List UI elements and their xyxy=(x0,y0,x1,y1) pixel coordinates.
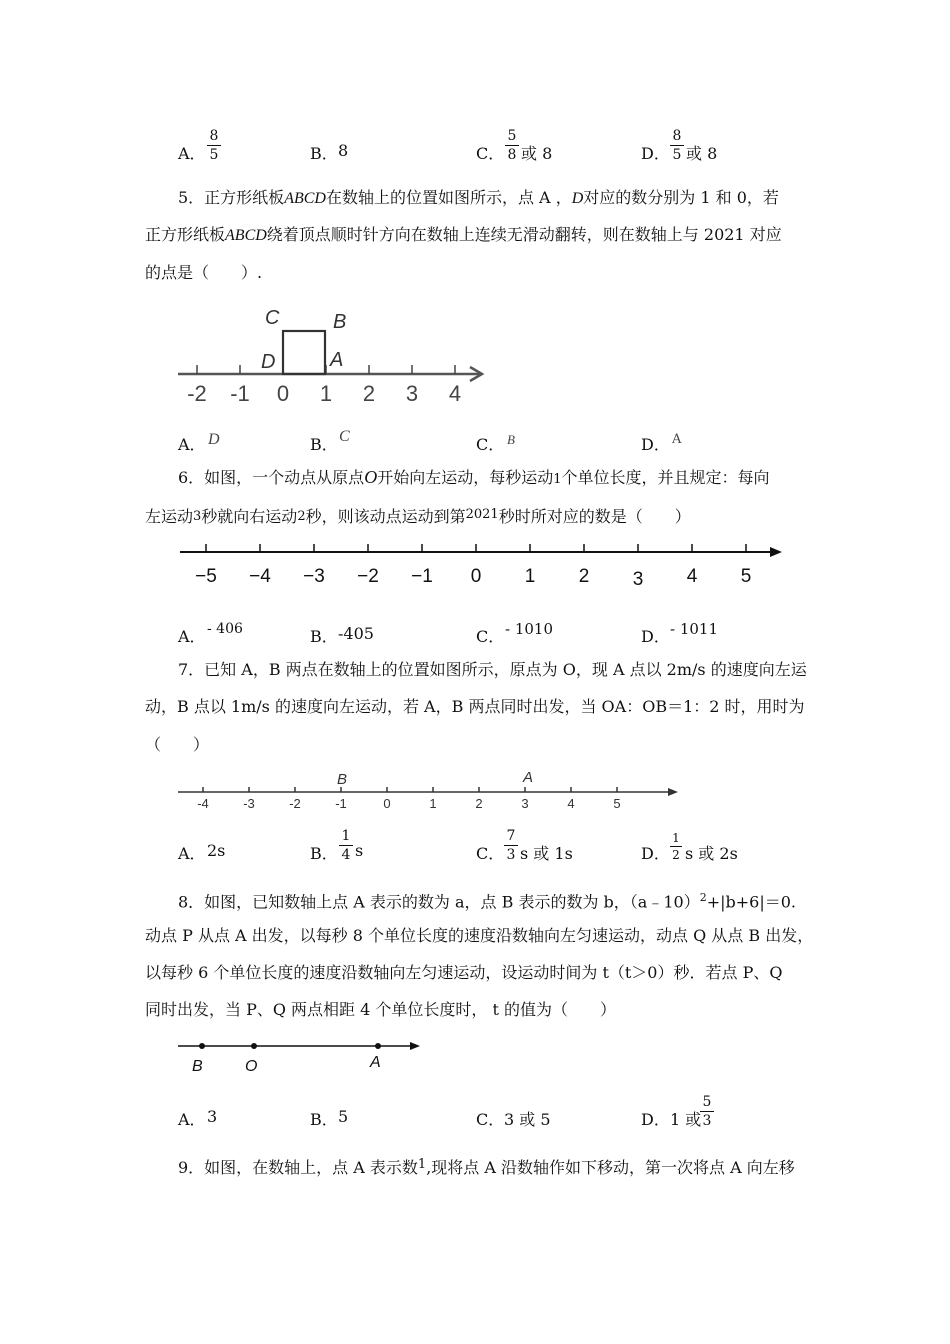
q6-option-b-letter: B． xyxy=(310,627,338,646)
q4-option-c-tail: 或 8 xyxy=(521,144,553,163)
q5-option-c-text: B xyxy=(507,432,515,447)
q6-option-c-text: - 1010 xyxy=(505,620,554,638)
q6-tick-label: −4 xyxy=(249,566,271,587)
q7-option-d-letter: D． xyxy=(641,844,670,863)
q6-tick-label: −2 xyxy=(357,566,379,587)
q7-option-b-fraction: 1 4 xyxy=(339,828,353,863)
q6-option-d-text: - 1011 xyxy=(670,620,719,638)
q7-option-d-fraction: 1 2 xyxy=(670,831,682,862)
q6-option-d-letter: D． xyxy=(641,627,670,646)
q5-option-a-letter: A． xyxy=(178,435,206,454)
q4-option-c-fraction: 5 8 xyxy=(505,128,519,163)
q6-ticks xyxy=(195,544,751,590)
q6-line-1: 6．如图，一个动点从原点O开始向左运动，每秒运动1个单位长度，并且规定：每向 xyxy=(178,467,770,487)
q8-option-d-fraction: 5 3 xyxy=(700,1094,714,1129)
q5-line-1: 5．正方形纸板ABCD在数轴上的位置如图所示，点 A ，D对应的数分别为 1 和 0，若 xyxy=(178,188,779,207)
q5-label-d: D xyxy=(261,351,276,373)
q8-option-c-text: 3 或 5 xyxy=(504,1110,551,1129)
q8-option-a-text: 3 xyxy=(207,1107,218,1126)
q8-number-line-figure xyxy=(178,1042,420,1075)
q5-option-b-text: C xyxy=(339,428,350,445)
q5-label-b: B xyxy=(333,311,347,333)
q5-option-d-letter: D． xyxy=(641,435,670,454)
q6-option-b-text: -405 xyxy=(338,624,374,643)
q8-option-b-text: 5 xyxy=(338,1107,349,1126)
q5-line-3: 的点是（ ）. xyxy=(145,263,263,282)
q7-tick-label: -3 xyxy=(243,796,255,811)
q7-label-a: A xyxy=(523,769,534,786)
q7-line-2: 动，B 点以 1m/s 的速度向左运动，若 A，B 两点同时出发，当 OA：OB＝1：2 时，用时为 xyxy=(145,697,805,716)
q7-label-b: B xyxy=(337,771,348,788)
q6-axis-arrow xyxy=(770,547,782,557)
q4-option-a-letter: A． xyxy=(178,144,206,163)
q7-option-a-text: 2s xyxy=(207,841,226,860)
q6-option-a-text: - 406 xyxy=(207,621,243,637)
q5-tick-label: 3 xyxy=(405,381,419,406)
q5-label-a: A xyxy=(330,349,344,371)
q7-line-3: （ ） xyxy=(145,735,210,754)
q6-line-2: 左运动3秒就向右运动2秒，则该动点运动到第$^{2021}$秒时所对应的数是（ ） xyxy=(145,507,691,526)
q8-label-o: O xyxy=(245,1058,258,1075)
q8-label-a: A xyxy=(370,1054,381,1071)
q7-tick-label: -4 xyxy=(197,796,209,811)
q7-line-1: 7．已知 A，B 两点在数轴上的位置如图所示，原点为 O，现 A 点以 2m/s 的速度向左运 xyxy=(178,660,807,679)
q8-option-c-letter: C． xyxy=(476,1110,505,1129)
q8-axis-arrow xyxy=(410,1042,420,1050)
q6-tick-label: 2 xyxy=(578,566,590,587)
q7-option-c-letter: C． xyxy=(476,844,505,863)
q8-option-a-letter: A． xyxy=(178,1110,206,1129)
q4-option-d-letter: D． xyxy=(641,144,670,163)
q7-tick-label: 1 xyxy=(429,796,437,811)
q7-tick-label: 4 xyxy=(567,796,575,811)
q7-tick-label: 3 xyxy=(521,796,529,811)
q7-tick-label: 0 xyxy=(383,796,391,811)
q4-option-d-tail: 或 8 xyxy=(686,144,718,163)
q7-option-b-tail: s xyxy=(355,841,364,860)
q5-tick-label: 1 xyxy=(319,381,333,406)
q5-tick-label: 0 xyxy=(276,381,290,406)
q7-tick-label: -2 xyxy=(289,796,301,811)
q9-line-1: 9．如图，在数轴上，点 A 表示数$^1$,现将点 A 沿数轴作如下移动，第一次将点 A 向左移 xyxy=(178,1157,795,1177)
q6-tick-label: −3 xyxy=(303,566,325,587)
q8-point-b xyxy=(199,1043,205,1049)
q5-number-line-figure xyxy=(178,307,482,406)
q7-tick-label: 5 xyxy=(613,796,621,811)
q7-option-c-tail: s 或 1s xyxy=(520,844,573,863)
q6-tick-label: −1 xyxy=(411,566,433,587)
q7-option-d-tail: s 或 2s xyxy=(685,844,738,863)
q4-option-b-letter: B． xyxy=(310,144,338,163)
q6-option-c-letter: C． xyxy=(476,627,505,646)
q5-option-b-letter: B． xyxy=(310,435,338,454)
q5-option-d-text: A xyxy=(672,432,682,447)
q5-label-c: C xyxy=(265,307,280,329)
q5-tick-label: -1 xyxy=(230,381,250,406)
q4-option-a-fraction: 8 5 xyxy=(207,128,221,163)
q4-option-d-fraction: 8 5 xyxy=(670,128,684,163)
q7-option-c-fraction: 7 3 xyxy=(504,828,518,863)
q4-option-b-text: 8 xyxy=(338,141,349,160)
q7-option-b-letter: B． xyxy=(310,844,338,863)
q8-line-3: 以每秒 6 个单位长度的速度沿数轴向左匀速运动，设运动时间为 t（t＞0）秒．若点 P、Q xyxy=(145,963,783,982)
q7-ticks xyxy=(197,787,620,811)
q6-tick-label: 0 xyxy=(470,566,482,587)
q7-number-line-figure xyxy=(178,769,678,811)
q8-option-b-letter: B． xyxy=(310,1110,338,1129)
q8-label-b: B xyxy=(192,1058,203,1075)
q8-point-o xyxy=(251,1043,257,1049)
q5-square-abcd xyxy=(283,331,325,374)
q6-option-a-letter: A． xyxy=(178,627,206,646)
q5-tick-label: 2 xyxy=(362,381,376,406)
q6-tick-label: −5 xyxy=(195,566,217,587)
q6-number-line-figure xyxy=(180,544,782,590)
q7-tick-label: 2 xyxy=(475,796,483,811)
q6-tick-label: 3 xyxy=(632,569,644,590)
q8-line-4: 同时出发，当 P、Q 两点相距 4 个单位长度时， t 的值为（ ） xyxy=(145,1000,617,1019)
q5-option-c-letter: C． xyxy=(476,435,505,454)
q8-option-d-text: 1 或 xyxy=(670,1110,702,1129)
q8-point-a xyxy=(375,1043,381,1049)
q6-tick-label: 1 xyxy=(524,566,536,587)
q5-line-2: 正方形纸板ABCD绕着顶点顺时针方向在数轴上连续无滑动翻转，则在数轴上与 2021 对应 xyxy=(145,225,782,244)
q8-line-2: 动点 P 从点 A 出发，以每秒 8 个单位长度的速度沿数轴向左匀速运动，动点 Q 从点 B 出发， xyxy=(145,926,814,945)
q8-line-1: 8．如图，已知数轴上点 A 表示的数为 a，点 B 表示的数为 b，（a﹣10）$^2$+|b+6|＝0. xyxy=(178,891,796,912)
q7-option-a-letter: A． xyxy=(178,844,206,863)
q6-tick-label: 4 xyxy=(686,566,698,587)
q7-axis-arrow xyxy=(668,788,678,796)
q8-option-d-letter: D． xyxy=(641,1110,670,1129)
q4-option-c-letter: C． xyxy=(476,144,505,163)
q5-tick-label: 4 xyxy=(448,381,462,406)
q7-tick-label: -1 xyxy=(335,796,347,811)
q5-tick-label: -2 xyxy=(187,381,207,406)
q5-option-a-text: D xyxy=(208,431,220,448)
q6-tick-label: 5 xyxy=(740,566,752,587)
